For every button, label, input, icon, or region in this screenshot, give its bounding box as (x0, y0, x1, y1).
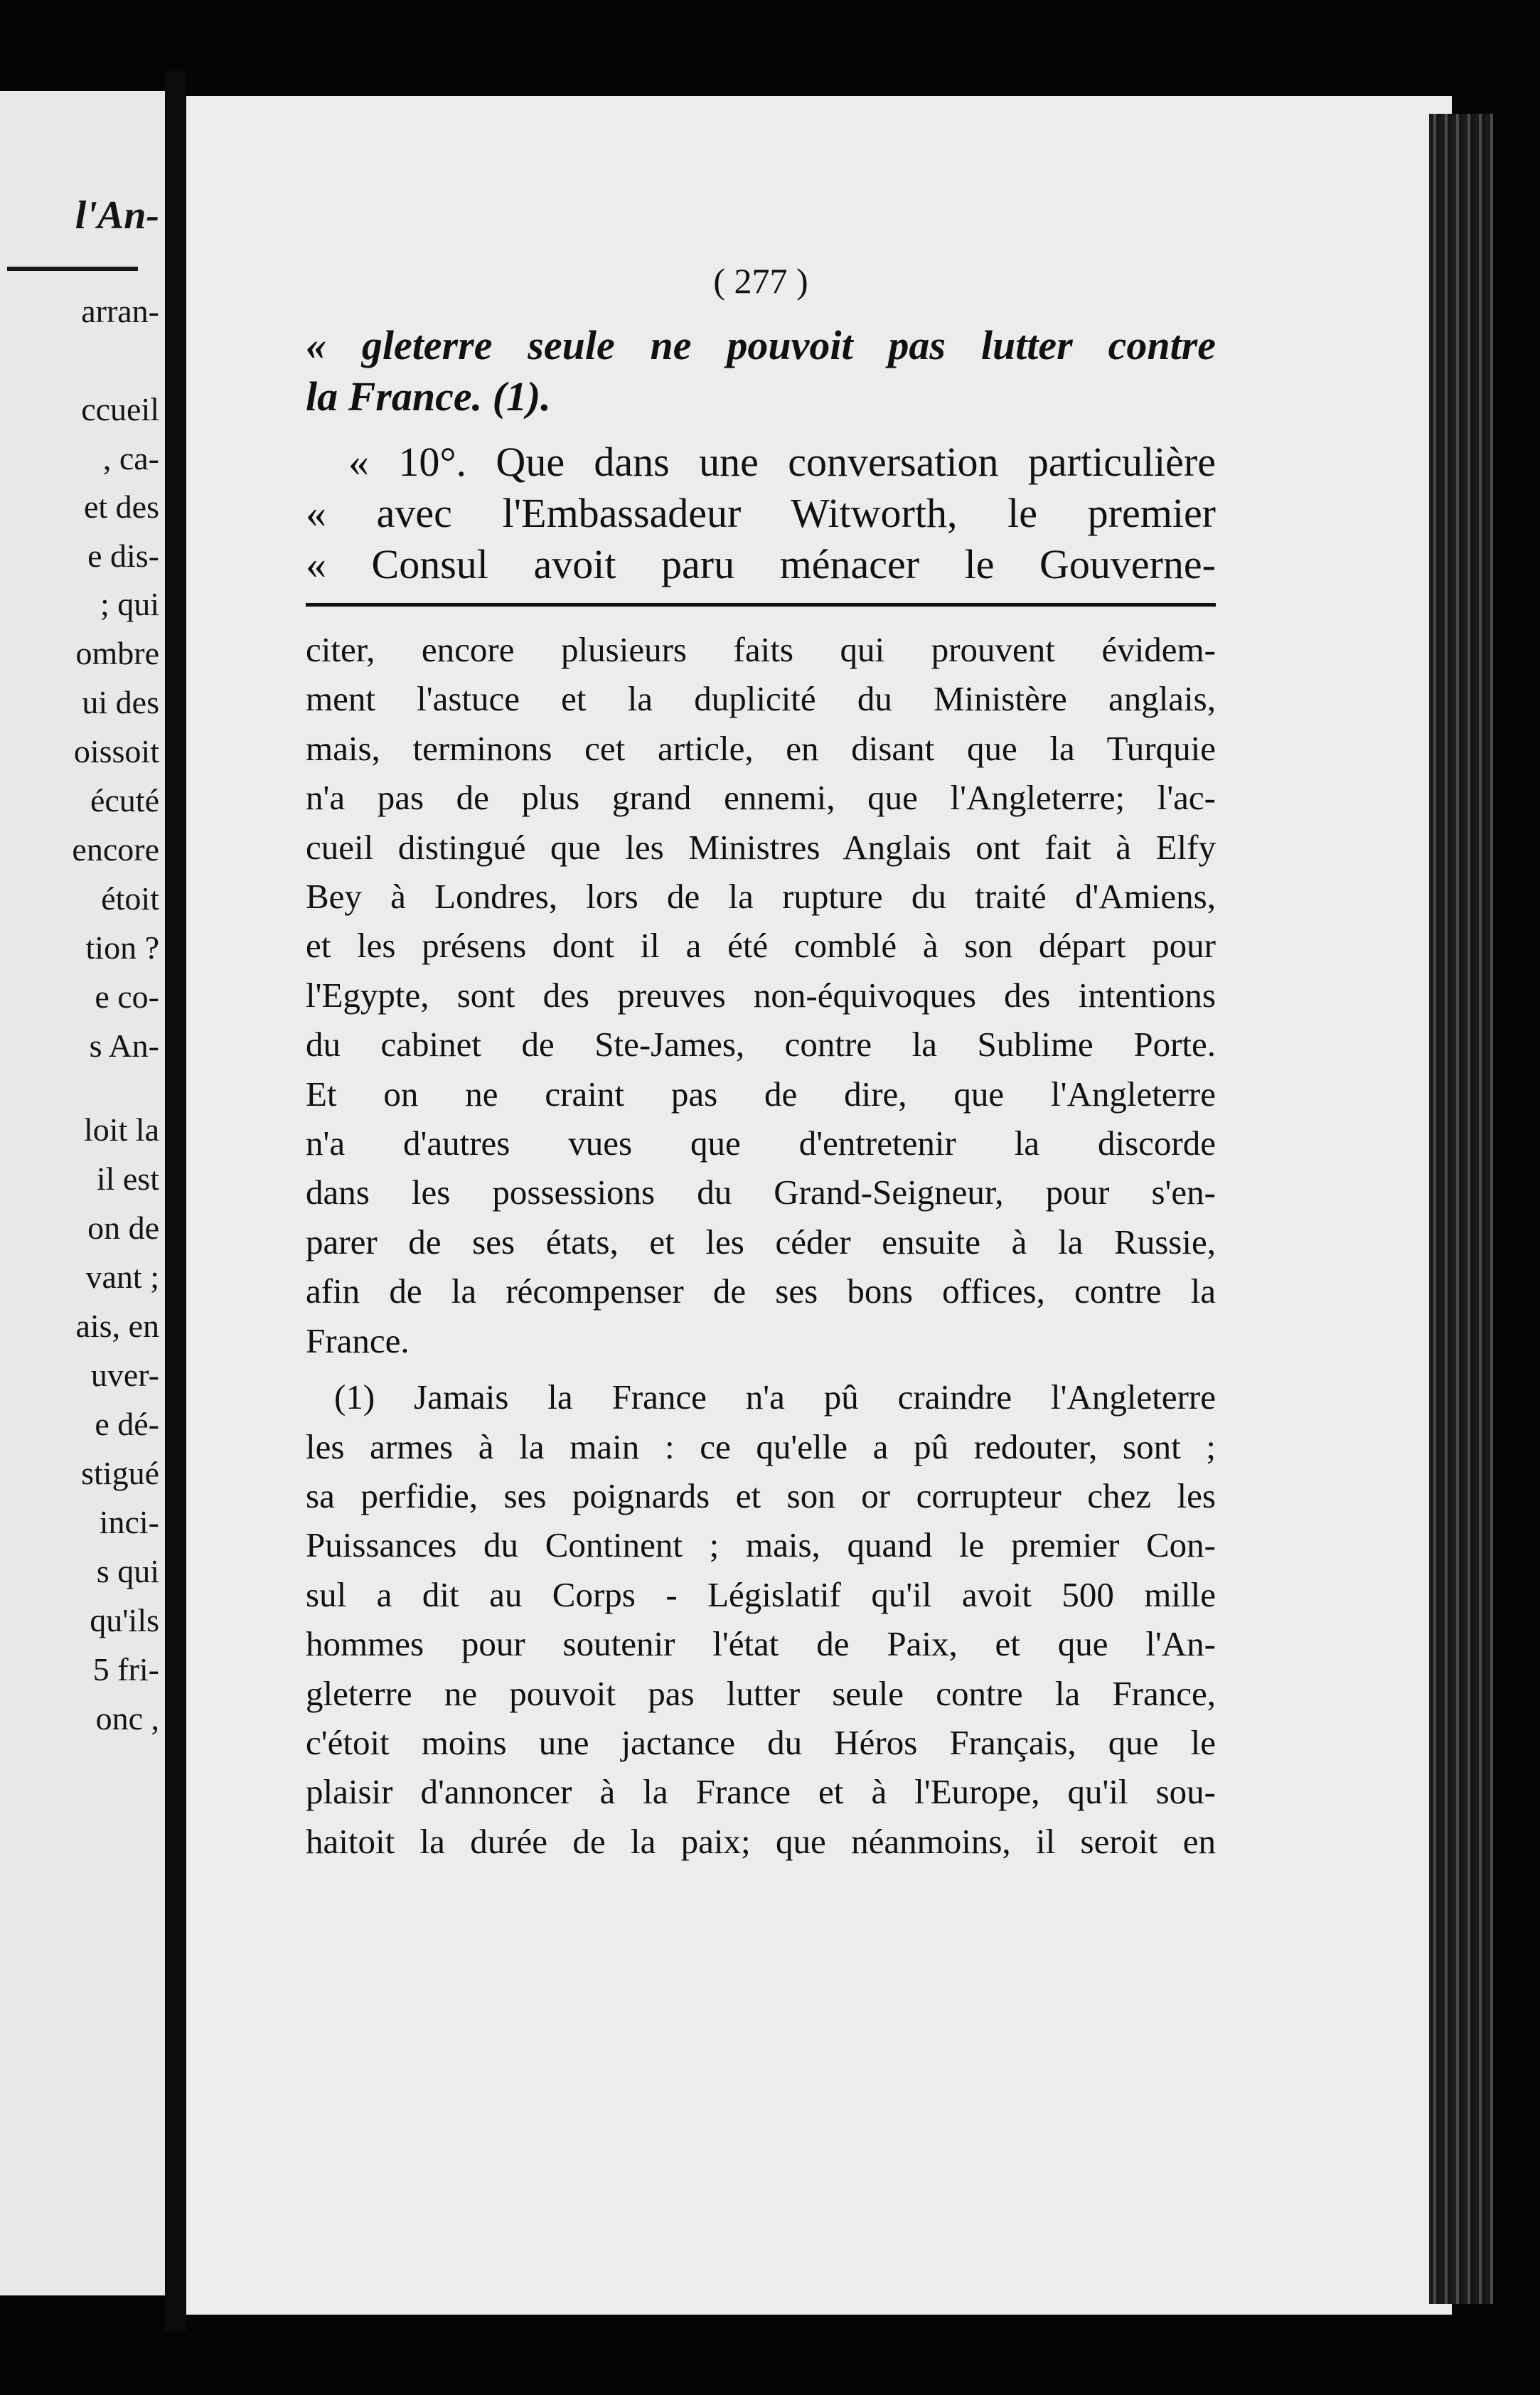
body-text (306, 625, 1216, 1365)
footnote-line: plaisir d'annoncer à la France et à l'Europe, qu'il sou- (306, 1772, 1216, 1812)
previous-page-text-fragment: ccueil (81, 391, 159, 427)
previous-page-text-fragment: ; qui (100, 586, 159, 622)
body-line: parer de ses états, et les céder ensuite à la Russie, (306, 1222, 1216, 1261)
body-line: mais, terminons cet article, en disant que la Turquie (306, 728, 1216, 768)
previous-page-text-fragment: e dis- (87, 538, 159, 574)
previous-page-text-fragment: vant ; (85, 1259, 159, 1295)
footnote-line: Puissances du Continent ; mais, quand le premier Con- (306, 1525, 1216, 1565)
previous-page-text-fragment: on de (87, 1210, 159, 1246)
body-line: ment l'astuce et la duplicité du Ministère anglais, (306, 679, 1216, 719)
quote-line: « Consul avoit paru ménacer le Gouverne- (306, 541, 1216, 587)
italic-quote-line: la France. (1). (306, 373, 551, 420)
quote-line: « 10°. Que dans une conversation particulière (348, 439, 1216, 485)
previous-page-text-fragment: , ca- (102, 440, 159, 476)
body-line: Bey à Londres, lors de la rupture du traité d'Amiens, (306, 877, 1216, 917)
quote-line: « avec l'Embassadeur Witworth, le premier (306, 490, 1216, 536)
body-line: n'a d'autres vues que d'entretenir la discorde (306, 1124, 1216, 1163)
footnote-line: gleterre ne pouvoit pas lutter seule contre la France, (306, 1673, 1216, 1713)
previous-page-text-fragment: ombre (75, 635, 159, 671)
previous-page-text-fragment: ui des (82, 684, 159, 720)
previous-page-text-fragment: l'An- (75, 193, 159, 238)
page-content (306, 263, 1216, 1866)
previous-page-text-fragment: uver- (90, 1357, 159, 1393)
previous-page-text-fragment: onc , (95, 1700, 159, 1737)
quote-block (306, 437, 1216, 590)
footnote-line: haitoit la durée de la paix; que néanmoins, il seroit en (306, 1821, 1216, 1861)
italic-quote (306, 320, 1216, 422)
body-line: Et on ne craint pas de dire, que l'Angleterre (306, 1074, 1216, 1114)
previous-page-text-fragment: stigué (81, 1455, 159, 1491)
previous-page-text-fragment: 5 fri- (92, 1651, 159, 1687)
page-edges (1429, 114, 1493, 2304)
previous-page-text-fragment: il est (96, 1161, 159, 1197)
italic-quote-line: « gleterre seule ne pouvoit pas lutter contre (306, 322, 1216, 368)
previous-page-text-fragment: tion ? (85, 929, 159, 966)
book-gutter (165, 71, 186, 2332)
previous-page-text-fragment: arran- (81, 293, 159, 329)
previous-page-text-fragment: s An- (89, 1028, 159, 1064)
footnote (306, 1372, 1216, 1866)
body-line: et les présens dont il a été comblé à son départ pour (306, 926, 1216, 966)
previous-page-text-fragment: et des (83, 489, 159, 525)
body-line: n'a pas de plus grand ennemi, que l'Angleterre; l'ac- (306, 778, 1216, 818)
previous-page-text-fragment: inci- (99, 1504, 159, 1540)
previous-page-strip (0, 91, 165, 2295)
previous-page-text-fragment: ais, en (75, 1308, 159, 1344)
footnote-line: sa perfidie, ses poignards et son or corrupteur chez les (306, 1476, 1216, 1515)
body-line: citer, encore plusieurs faits qui prouvent évidem- (306, 630, 1216, 669)
body-line: afin de la récompenser de ses bons offices, contre la (306, 1271, 1216, 1311)
page-number: ( 277 ) (713, 261, 808, 301)
footnote-line: (1) Jamais la France n'a pû craindre l'Angleterre (334, 1377, 1216, 1417)
previous-page-text-fragment: e co- (95, 978, 159, 1015)
section-divider (306, 603, 1216, 607)
body-line: du cabinet de Ste-James, contre la Sublime Porte. (306, 1025, 1216, 1065)
previous-page-rule (7, 267, 138, 271)
footnote-line: hommes pour soutenir l'état de Paix, et que l'An- (306, 1624, 1216, 1664)
footnote-line: c'étoit moins une jactance du Héros Français, que le (306, 1722, 1216, 1762)
body-line: dans les possessions du Grand-Seigneur, pour s'en- (306, 1173, 1216, 1212)
previous-page-text-fragment: e dé- (95, 1406, 159, 1442)
body-line: cueil distingué que les Ministres Anglais ont fait à Elfy (306, 827, 1216, 867)
previous-page-text-fragment: écuté (90, 782, 159, 818)
previous-page-text-fragment: s qui (96, 1553, 159, 1589)
body-line: l'Egypte, sont des preuves non-équivoques des intentions (306, 975, 1216, 1015)
previous-page-text-fragment: oissoit (73, 733, 159, 769)
footnote-line: sul a dit au Corps - Législatif qu'il avoit 500 mille (306, 1574, 1216, 1614)
previous-page-text-fragment: encore (72, 831, 159, 868)
previous-page-text-fragment: étoit (101, 880, 159, 917)
previous-page-text-fragment: loit la (83, 1111, 159, 1148)
previous-page-text-fragment: qu'ils (90, 1602, 159, 1638)
footnote-line: les armes à la main : ce qu'elle a pû redouter, sont ; (306, 1426, 1216, 1466)
body-line: France. (306, 1321, 410, 1360)
